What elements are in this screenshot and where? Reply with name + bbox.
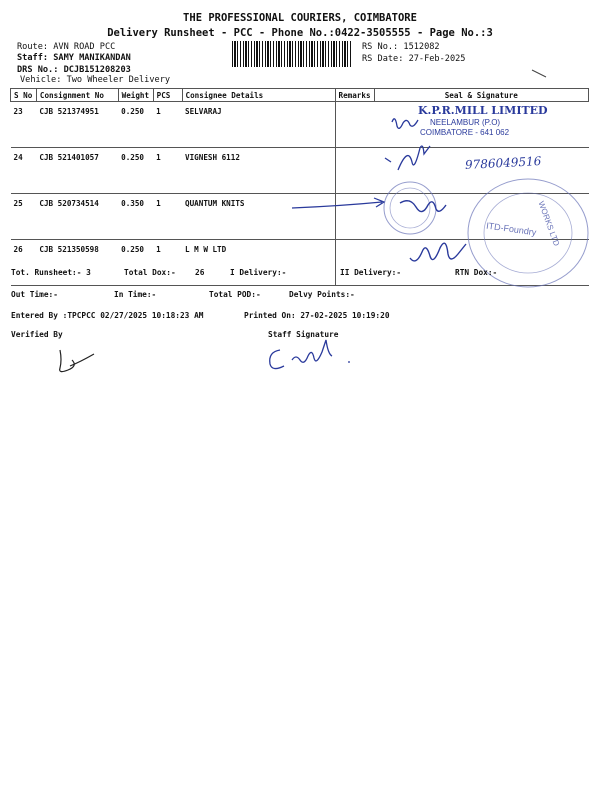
- row-consignment: CJB 520734514: [36, 194, 118, 240]
- staff-signature-label: Staff Signature: [268, 330, 339, 339]
- stamp-city-line: COIMBATORE - 641 062: [420, 128, 510, 137]
- i-delivery-label: I Delivery:-: [230, 268, 287, 277]
- entered-by: Entered By :TPCPCC 02/27/2025 10:18:23 AM: [11, 311, 204, 320]
- row-consignee: VIGNESH 6112: [182, 148, 335, 194]
- row-consignment: CJB 521401057: [36, 148, 118, 194]
- row-consignee: QUANTUM KNITS: [182, 194, 335, 240]
- row-consignment: CJB 521374951: [36, 102, 118, 148]
- route-label: Route: AVN ROAD PCC: [17, 42, 116, 52]
- staff-label: Staff: SAMY MANIKANDAN: [17, 53, 131, 63]
- row-pcs: 1: [153, 102, 182, 148]
- verified-signature: [52, 344, 102, 376]
- pen-mark-icon: [530, 68, 550, 80]
- col-consignee: Consignee Details: [182, 89, 335, 102]
- col-remarks: Remarks: [335, 89, 374, 102]
- row-remarks: [335, 102, 374, 148]
- delvy-points-label: Delvy Points:-: [289, 290, 355, 299]
- tot-runsheet: Tot. Runsheet:- 3: [11, 268, 91, 277]
- staff-signature: [262, 338, 362, 372]
- rtn-dox-label: RTN Dox:-: [455, 268, 498, 277]
- stamp-address-line: NEELAMBUR (P.O): [430, 118, 501, 127]
- total-pod-label: Total POD:-: [209, 290, 261, 299]
- handwritten-phone: 9786049516: [464, 154, 542, 172]
- col-pcs: PCS: [153, 89, 182, 102]
- company-title: THE PROFESSIONAL COURIERS, COIMBATORE: [183, 12, 417, 24]
- rs-no-label: RS No.: 1512082: [362, 42, 440, 52]
- col-consignment: Consignment No: [36, 89, 118, 102]
- ii-delivery-label: II Delivery:-: [340, 268, 402, 277]
- row-consignee: L M W LTD: [182, 240, 335, 286]
- round-seal-text-2: WORKS LTD: [536, 200, 562, 248]
- stamp-company-name: K.P.R.MILL LIMITED: [418, 104, 548, 117]
- col-weight: Weight: [118, 89, 153, 102]
- row-weight: 0.250: [118, 102, 153, 148]
- col-seal: Seal & Signature: [374, 89, 588, 102]
- row-weight: 0.250: [118, 148, 153, 194]
- row-weight: 0.350: [118, 194, 153, 240]
- row-weight: 0.250: [118, 240, 153, 286]
- runsheet-subtitle: Delivery Runsheet - PCC - Phone No.:0422-3505555 - Page No.:3: [107, 27, 493, 39]
- total-dox-value: 26: [195, 268, 205, 277]
- row-pcs: 1: [153, 194, 182, 240]
- row-consignee: SELVARAJ: [182, 102, 335, 148]
- round-seal-text: ITD-Foundry: [485, 220, 537, 238]
- col-sno: S No: [11, 89, 37, 102]
- row-pcs: 1: [153, 240, 182, 286]
- verified-by-label: Verified By: [11, 330, 63, 339]
- row-consignment: CJB 521350598: [36, 240, 118, 286]
- rs-date-label: RS Date: 27-Feb-2025: [362, 54, 466, 64]
- drs-label: DRS No.: DCJB151208203: [17, 65, 131, 75]
- vehicle-label: Vehicle: Two Wheeler Delivery: [20, 75, 171, 85]
- printed-on: Printed On: 27-02-2025 10:19:20: [244, 311, 390, 320]
- out-time-label: Out Time:-: [11, 290, 58, 299]
- row-sno: 24: [11, 148, 37, 194]
- row-remarks: [335, 148, 374, 194]
- row-sno: 23: [11, 102, 37, 148]
- row-remarks: [335, 240, 374, 286]
- in-time-label: In Time:-: [114, 290, 157, 299]
- arrow-icon: [290, 196, 390, 212]
- barcode: [232, 41, 352, 67]
- row-sno: 25: [11, 194, 37, 240]
- row-sno: 26: [11, 240, 37, 286]
- total-dox-label: Total Dox:-: [124, 268, 176, 277]
- row-pcs: 1: [153, 148, 182, 194]
